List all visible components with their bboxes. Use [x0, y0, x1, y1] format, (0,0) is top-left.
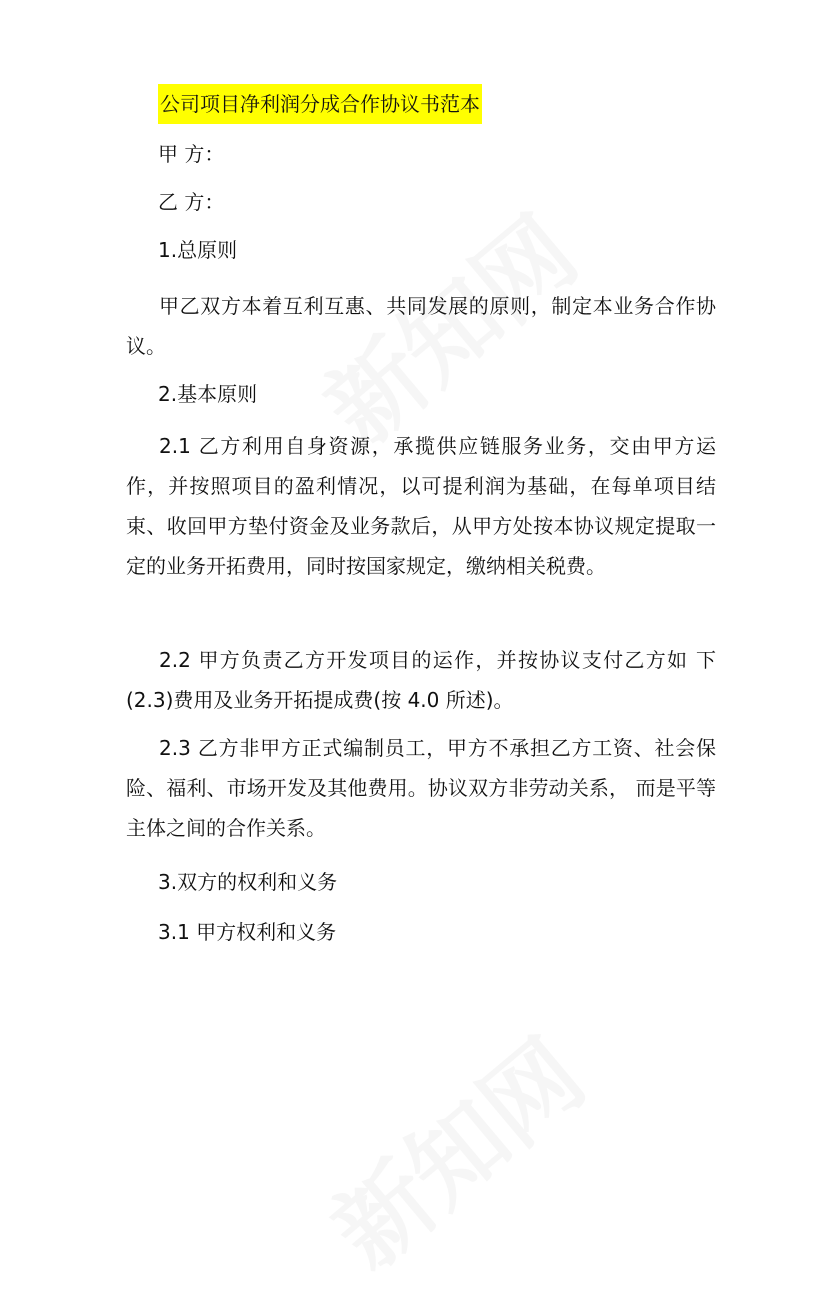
section-2-heading: 2.基本原则	[158, 382, 258, 406]
party-b-label: 乙 方：	[158, 190, 225, 214]
party-a-label: 甲 方：	[158, 142, 225, 166]
document-title: 公司项目净利润分成合作协议书范本	[158, 84, 482, 124]
clause-2-1: 2.1 乙方利用自身资源，承揽供应链服务业务，交由甲方运作，并按照项目的盈利情况，以可提利润为基础，在每单项目结束、收回甲方垫付资金及业务款后，从甲方处按本协议规定提取一定的业务开拓费用，同时按国家规定，缴纳相关税费。	[126, 434, 716, 578]
subsection-3-1-heading: 3.1 甲方权利和义务	[158, 920, 337, 944]
section-1-body: 甲乙双方本着互利互惠、共同发展的原则，制定本业务合作协议。	[126, 294, 716, 358]
clause-2-2: 2.2 甲方负责乙方开发项目的运作，并按协议支付乙方如 下(2.3)费用及业务开拓提成费(按 4.0 所述)。	[126, 648, 716, 712]
watermark-bottom	[300, 1003, 609, 1293]
section-1-heading: 1.总原则	[158, 238, 238, 262]
clause-2-3: 2.3 乙方非甲方正式编制员工，甲方不承担乙方工资、社会保险、福利、市场开发及其他费用。协议双方非劳动关系， 而是平等主体之间的合作关系。	[126, 736, 716, 840]
section-3-heading: 3.双方的权利和义务	[158, 870, 338, 894]
